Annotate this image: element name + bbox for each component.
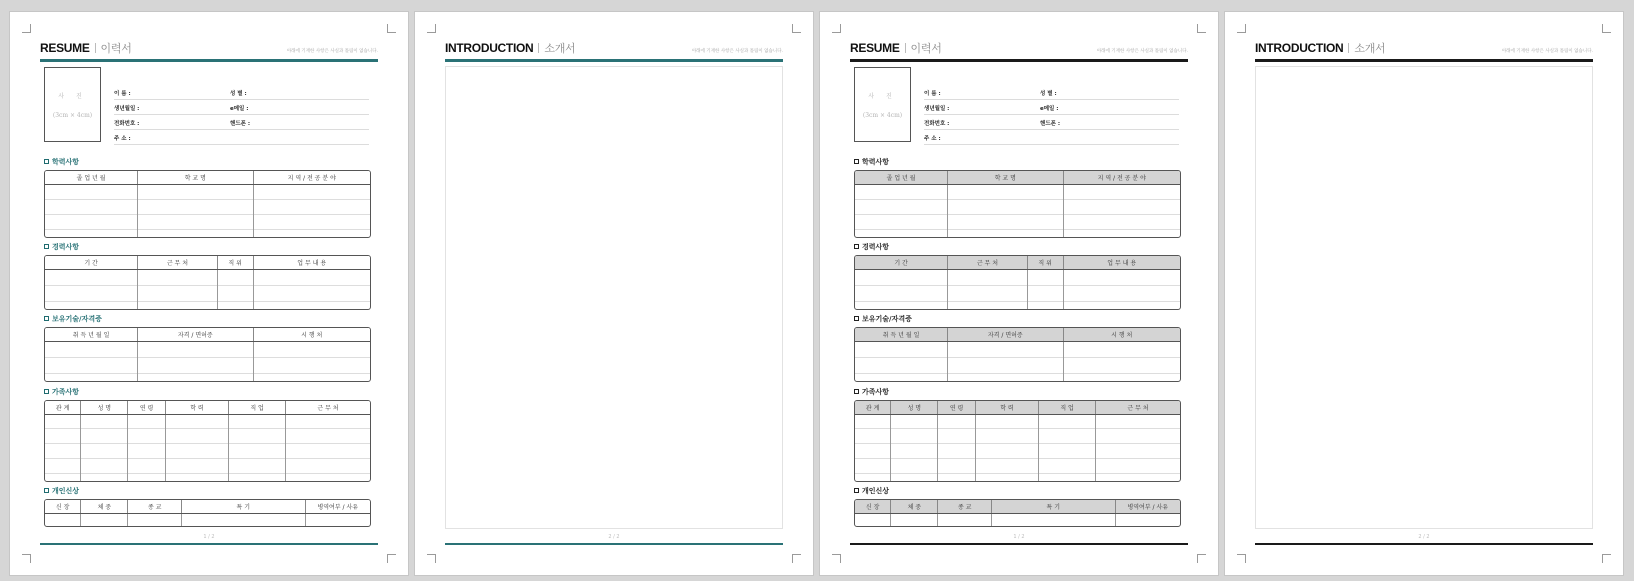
section-family-title: 가족사항 (854, 387, 889, 397)
section-personal-title: 개인신상 (854, 486, 889, 496)
page-number: 1 / 2 (203, 534, 215, 540)
skills-table: 취 득 년 월 일 자격 / 면허증 시 행 처 (854, 327, 1181, 382)
family-table: 관 계 성 명 연 령 학 력 직 업 근 무 처 (854, 400, 1181, 482)
header-note: 아래에 기재한 사항은 사실과 틀림이 없습니다. (1096, 49, 1188, 54)
crop-mark (832, 554, 841, 563)
info-row: 이 름 : 성 별 : (114, 85, 369, 100)
crop-mark (22, 24, 31, 33)
skills-table: 취 득 년 월 일 자격 / 면허증 시 행 처 (44, 327, 371, 382)
crop-mark (387, 554, 396, 563)
crop-mark (1602, 554, 1611, 563)
page-number: 2 / 2 (608, 534, 620, 540)
footer-rule (445, 543, 783, 545)
family-table: 관 계 성 명 연 령 학 력 직 업 근 무 처 (44, 400, 371, 482)
introduction-text-area (1255, 66, 1593, 529)
introduction-text-area (445, 66, 783, 529)
page-number: 1 / 2 (1013, 534, 1025, 540)
info-row: 주 소 : (924, 130, 1179, 145)
section-career-title: 경력사항 (854, 242, 889, 252)
page-title: RESUME 이력서 (850, 41, 942, 55)
page-header (445, 40, 783, 58)
personal-table: 신 장 체 중 종 교 특 기 병역여부 / 사유 (854, 499, 1181, 527)
header-note: 아래에 기재한 사항은 사실과 틀림이 없습니다. (691, 49, 783, 54)
education-table: 졸 업 년 월 학 교 명 지 역 / 전 공 분 야 (44, 170, 371, 238)
crop-mark (1197, 24, 1206, 33)
crop-mark (792, 554, 801, 563)
page-title: INTRODUCTION 소개서 (1255, 41, 1386, 55)
resume-page-black (820, 12, 1218, 575)
intro-page-black (1225, 12, 1623, 575)
crop-mark (792, 24, 801, 33)
personal-info-fields (114, 85, 369, 145)
header-rule (850, 59, 1188, 62)
header-rule (1255, 59, 1593, 62)
page-header (850, 40, 1188, 58)
education-table: 졸 업 년 월 학 교 명 지 역 / 전 공 분 야 (854, 170, 1181, 238)
header-rule (445, 59, 783, 62)
info-row: 생년월일 : e메일 : (924, 100, 1179, 115)
section-skills-title: 보유기술/자격증 (854, 314, 912, 324)
header-note: 아래에 기재한 사항은 사실과 틀림이 없습니다. (286, 49, 378, 54)
info-row: 전화번호 : 핸드폰 : (924, 115, 1179, 130)
crop-mark (1237, 554, 1246, 563)
career-table: 기 간 근 무 처 직 위 업 무 내 용 (44, 255, 371, 310)
crop-mark (427, 24, 436, 33)
page-title: INTRODUCTION 소개서 (445, 41, 576, 55)
photo-box: 사 진 (3cm × 4cm) (854, 67, 911, 142)
crop-mark (22, 554, 31, 563)
info-row: 전화번호 : 핸드폰 : (114, 115, 369, 130)
page-header (1255, 40, 1593, 58)
page-number: 2 / 2 (1418, 534, 1430, 540)
section-personal-title: 개인신상 (44, 486, 79, 496)
crop-mark (1197, 554, 1206, 563)
footer-rule (850, 543, 1188, 545)
page-header (40, 40, 378, 58)
crop-mark (427, 554, 436, 563)
info-row: 생년월일 : e메일 : (114, 100, 369, 115)
career-table: 기 간 근 무 처 직 위 업 무 내 용 (854, 255, 1181, 310)
footer-rule (1255, 543, 1593, 545)
resume-page-teal (10, 12, 408, 575)
crop-mark (832, 24, 841, 33)
info-row: 주 소 : (114, 130, 369, 145)
info-row: 이 름 : 성 별 : (924, 85, 1179, 100)
section-skills-title: 보유기술/자격증 (44, 314, 102, 324)
intro-page-teal (415, 12, 813, 575)
crop-mark (1237, 24, 1246, 33)
crop-mark (1602, 24, 1611, 33)
section-family-title: 가족사항 (44, 387, 79, 397)
photo-box: 사 진 (3cm × 4cm) (44, 67, 101, 142)
section-career-title: 경력사항 (44, 242, 79, 252)
section-education-title: 학력사항 (854, 157, 889, 167)
section-education-title: 학력사항 (44, 157, 79, 167)
crop-mark (387, 24, 396, 33)
header-note: 아래에 기재한 사항은 사실과 틀림이 없습니다. (1501, 49, 1593, 54)
page-title: RESUME 이력서 (40, 41, 132, 55)
personal-info-fields (924, 85, 1179, 145)
personal-table: 신 장 체 중 종 교 특 기 병역여부 / 사유 (44, 499, 371, 527)
footer-rule (40, 543, 378, 545)
header-rule (40, 59, 378, 62)
